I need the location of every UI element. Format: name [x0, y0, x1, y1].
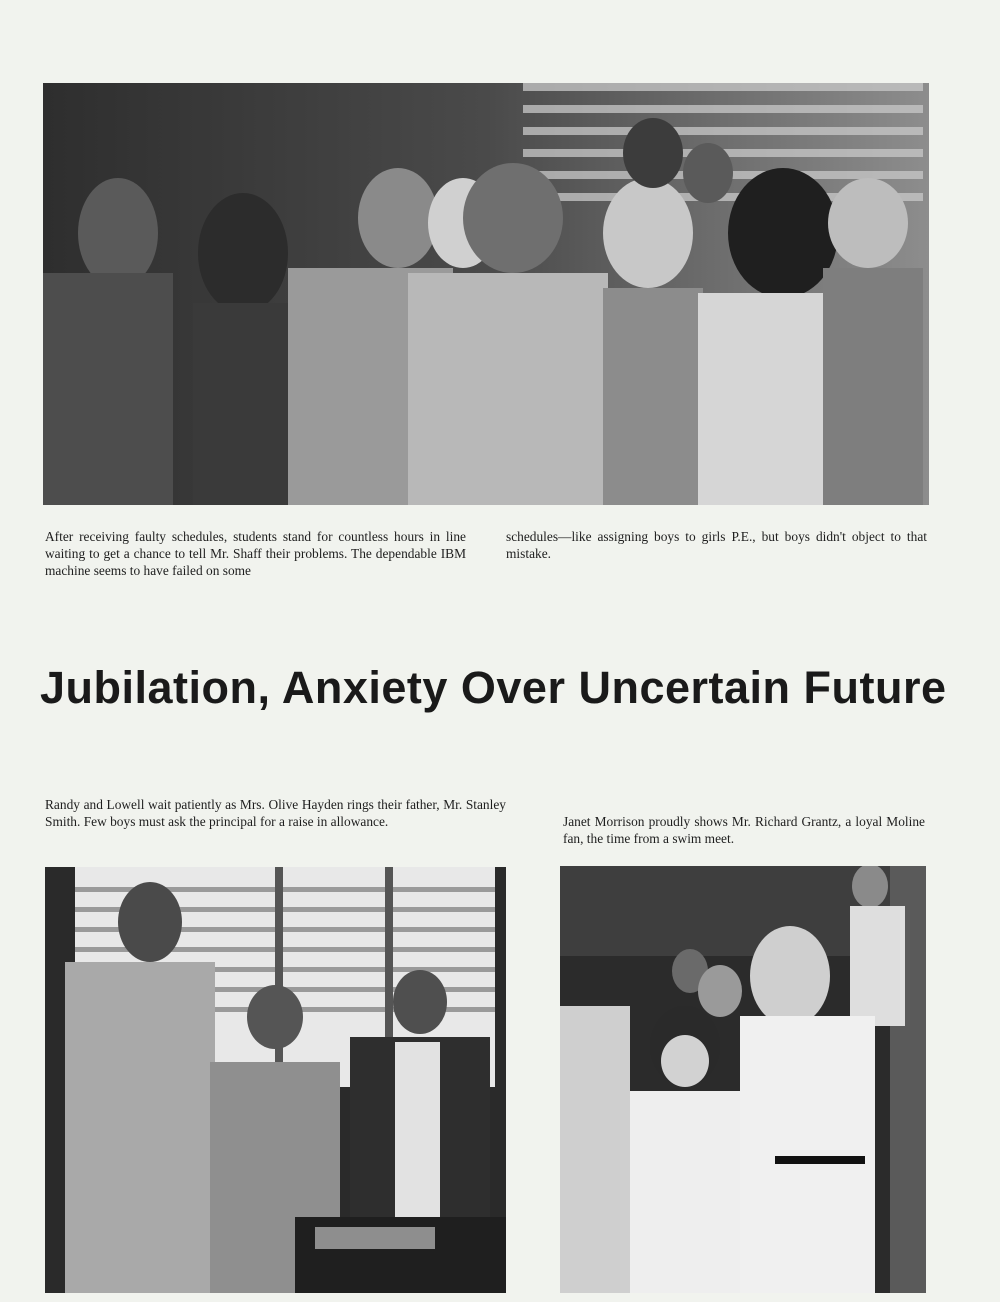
bottom-caption-right: Janet Morrison proudly shows Mr. Richard Grantz, a loyal Moline fan, the time from a swim meet.	[563, 814, 925, 846]
office-telephone-photo-graphic	[45, 867, 506, 1293]
hallway-crowd-photo	[43, 83, 929, 505]
top-caption-right: schedules—like assigning boys to girls P.E., but boys didn't object to that mistake.	[506, 529, 927, 561]
office-telephone-photo	[45, 867, 506, 1293]
bottom-caption-left: Randy and Lowell wait patiently as Mrs. Olive Hayden rings their father, Mr. Stanley Smith. Few boys must ask the principal for a raise in allowance.	[45, 797, 506, 829]
hallway-crowd-photo-graphic	[43, 83, 929, 505]
page-headline: Jubilation, Anxiety Over Uncertain Future	[40, 662, 947, 713]
swim-meet-photo	[560, 866, 926, 1293]
top-caption-left: After receiving faulty schedules, students stand for countless hours in line waiting to get a chance to tell Mr. Shaff their problems. The dependable IBM machine seems to have failed on some	[45, 529, 466, 578]
swim-meet-photo-graphic	[560, 866, 926, 1293]
